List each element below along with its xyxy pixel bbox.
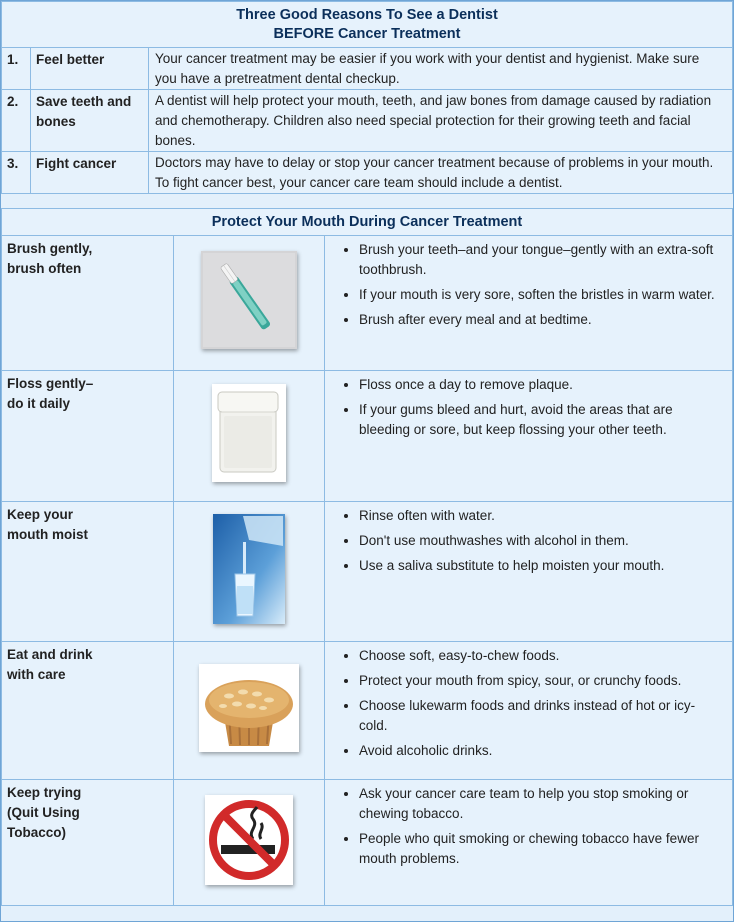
reason-number: 1. (2, 48, 31, 90)
protect-row (2, 236, 733, 371)
protect-row-label (2, 502, 174, 642)
muffin-cell (174, 642, 325, 780)
bullet-item: • Don't use mouthwashes with alcohol in them. (359, 531, 722, 551)
bullet-item: • Use a saliva substitute to help moisten your mouth. (359, 556, 722, 576)
protect-bullets (325, 502, 733, 642)
protect-row (2, 502, 733, 642)
reason-label: Save teeth and bones (31, 90, 149, 152)
label-line: Brush gently, (7, 241, 93, 256)
protect-row-label (2, 780, 174, 906)
label-line: brush often (7, 261, 82, 276)
bullet-list (337, 646, 722, 761)
toothbrush-image (201, 251, 297, 349)
label-line: Eat and drink (7, 647, 93, 662)
protect-row (2, 642, 733, 780)
water-glass-image (213, 514, 285, 624)
bullet-item: • Avoid alcoholic drinks. (359, 741, 722, 761)
protect-row-label (2, 642, 174, 780)
label-line: Floss gently– (7, 376, 94, 391)
no-smoking-image (205, 795, 293, 885)
protect-row-label (2, 371, 174, 502)
reasons-header (2, 2, 733, 48)
protect-row (2, 371, 733, 502)
bullet-item: • People who quit smoking or chewing tobacco have fewer mouth problems. (359, 829, 722, 869)
protect-row-label (2, 236, 174, 371)
reason-label: Fight cancer (31, 152, 149, 194)
reason-row (2, 152, 733, 194)
bullet-list (337, 784, 722, 869)
protect-row (2, 780, 733, 906)
bullet-item: • Protect your mouth from spicy, sour, or crunchy foods. (359, 671, 722, 691)
bullet-list (337, 240, 722, 330)
bullet-item: • Choose soft, easy-to-chew foods. (359, 646, 722, 666)
label-line: Keep your (7, 507, 74, 522)
floss-cell (174, 371, 325, 502)
bullet-item: • Floss once a day to remove plaque. (359, 375, 722, 395)
water-glass-cell (174, 502, 325, 642)
label-line: Tobacco) (7, 825, 67, 840)
protect-bullets (325, 371, 733, 502)
bullet-item: • If your gums bleed and hurt, avoid the areas that are bleeding or sore, but keep flossing your other teeth. (359, 400, 722, 440)
reason-number: 3. (2, 152, 31, 194)
bullet-list (337, 506, 722, 576)
bullet-item: • Brush your teeth–and your tongue–gently with an extra-soft toothbrush. (359, 240, 722, 280)
reasons-title-line1: Three Good Reasons To See a Dentist (236, 7, 498, 23)
reason-text: Your cancer treatment may be easier if you work with your dentist and hygienist. Make sure you have a pretreatment dental checkup. (149, 48, 733, 90)
protect-bullets (325, 780, 733, 906)
label-line: (Quit Using (7, 805, 80, 820)
protect-header (2, 209, 733, 236)
reason-text: A dentist will help protect your mouth, teeth, and jaw bones from damage caused by radiation and chemotherapy. Children also need special protection for their growing teeth and facial bones. (149, 90, 733, 152)
bullet-item: • If your mouth is very sore, soften the bristles in warm water. (359, 285, 722, 305)
reason-row (2, 90, 733, 152)
label-line: Keep trying (7, 785, 82, 800)
label-line: mouth moist (7, 527, 88, 542)
protect-bullets (325, 236, 733, 371)
section-spacer (1, 194, 733, 208)
reason-row (2, 48, 733, 90)
floss-image (212, 384, 286, 482)
reason-text: Doctors may have to delay or stop your cancer treatment because of problems in your mouth. To fight cancer best, your cancer care team should include a dentist. (149, 152, 733, 194)
muffin-image (199, 664, 299, 752)
bullet-item: • Ask your cancer care team to help you stop smoking or chewing tobacco. (359, 784, 722, 824)
reason-label: Feel better (31, 48, 149, 90)
bullet-list (337, 375, 722, 440)
protect-bullets (325, 642, 733, 780)
reasons-table (1, 1, 733, 194)
no-smoking-cell (174, 780, 325, 906)
bullet-item: • Rinse often with water. (359, 506, 722, 526)
label-line: do it daily (7, 396, 71, 411)
bullet-item: • Choose lukewarm foods and drinks instead of hot or icy-cold. (359, 696, 722, 736)
label-line: with care (7, 667, 66, 682)
protect-title: Protect Your Mouth During Cancer Treatment (211, 214, 523, 230)
bullet-item: • Brush after every meal and at bedtime. (359, 310, 722, 330)
protect-table (1, 208, 733, 906)
reason-number: 2. (2, 90, 31, 152)
reasons-title-line2: BEFORE Cancer Treatment (273, 26, 461, 42)
toothbrush-cell (174, 236, 325, 371)
